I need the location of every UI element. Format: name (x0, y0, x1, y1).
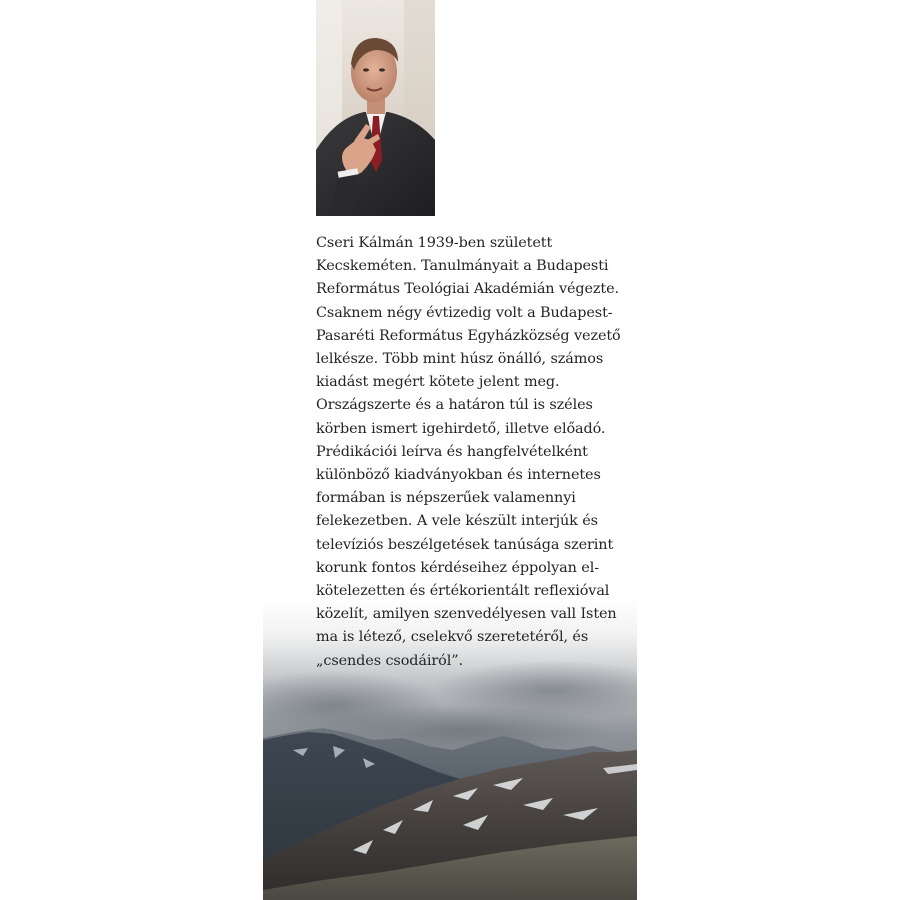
bio-line: felekezetben. A vele készült interjúk és (316, 513, 598, 530)
bio-line: formában is népszerűek valamennyi (316, 490, 576, 507)
author-portrait-photo (316, 0, 435, 216)
bio-line: ma is létező, cselekvő szeretetéről, és (316, 629, 589, 646)
bio-line: Csaknem négy évtizedig volt a Budapest- (316, 304, 613, 321)
bio-line: Kecskeméten. Tanulmányait a Budapesti (316, 258, 609, 275)
bio-line: Országszerte és a határon túl is széles (316, 397, 593, 414)
cover-panel (263, 0, 637, 900)
bio-line: körben ismert igehirdető, illetve előadó. (316, 420, 606, 437)
bio-line: Pasaréti Református Egyházközség vezető (316, 327, 621, 344)
bio-line: Cseri Kálmán 1939-ben született (316, 235, 553, 251)
bio-line: lelkésze. Több mint húsz önálló, számos (316, 351, 604, 368)
bio-line: televíziós beszélgetések tanúsága szerint (316, 536, 614, 553)
bio-line: Prédikációi leírva és hangfelvételként (316, 443, 588, 460)
bio-line: „csendes csodáiról”. (316, 652, 463, 669)
bio-line: különböző kiadványokban és internetes (316, 467, 601, 484)
author-biography-text (316, 232, 621, 673)
bio-line: közelít, amilyen szenvedélyesen vall Isten (316, 606, 617, 623)
bio-line: kiadást megért kötete jelent meg. (316, 374, 560, 391)
bio-line: kötelezetten és értékorientált reflexióval (316, 583, 610, 600)
bio-line: Református Teológiai Akadémián végezte. (316, 281, 619, 298)
bio-line: korunk fontos kérdéseihez éppolyan el- (316, 559, 599, 576)
